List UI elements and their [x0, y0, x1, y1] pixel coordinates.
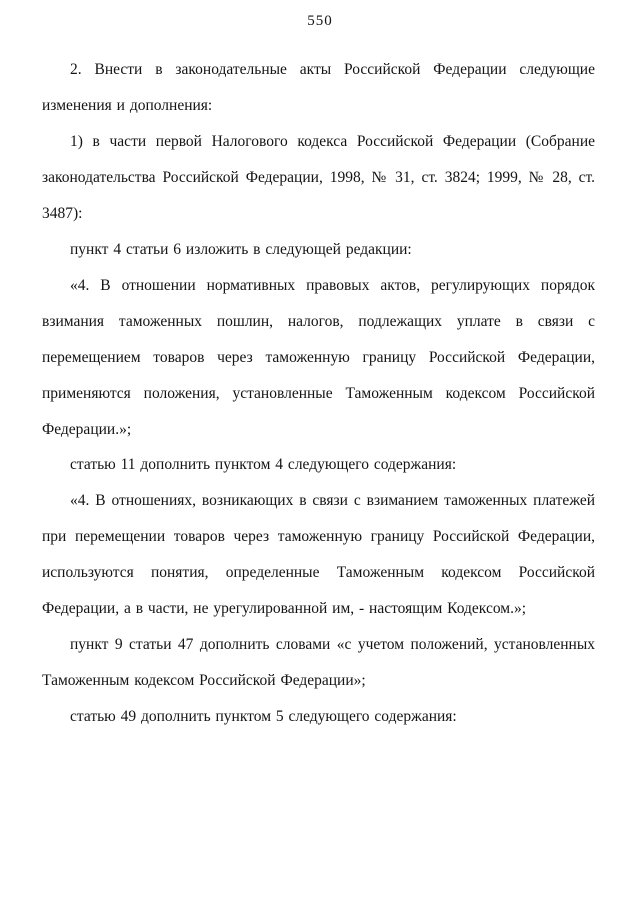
paragraph: пункт 4 статьи 6 изложить в следующей редакции: [70, 240, 412, 258]
paragraph: «4. В отношениях, возникающих в связи с взиманием таможенных платежей при перемещении товаров через таможенную границу Российской Федерации, используются понятия, определенные Таможенным кодексом Российской Федерации, а в части, не урегулированной им, - настоящим Кодексом.»; [42, 492, 595, 618]
paragraph: статью 11 дополнить пунктом 4 следующего содержания: [70, 456, 457, 474]
paragraph: «4. В отношении нормативных правовых актов, регулирующих порядок взимания таможенных пошлин, налогов, подлежащих уплате в связи с перемещением товаров через таможенную границу Российской Федерации, применяются положения, установленные Таможенным кодексом Российской Федерации.»; [42, 276, 595, 438]
document-body [0, 30, 640, 735]
paragraph: 2. Внести в законодательные акты Российской Федерации следующие изменения и дополнения: [42, 61, 595, 114]
paragraph: статью 49 дополнить пунктом 5 следующего содержания: [70, 708, 457, 726]
paragraph: пункт 9 статьи 47 дополнить словами «с учетом положений, установленных Таможенным кодексом Российской Федерации»; [42, 636, 595, 690]
page-number: 550 [307, 13, 333, 29]
paragraph: 1) в части первой Налогового кодекса Российской Федерации (Собрание законодательства Российской Федерации, 1998, № 31, ст. 3824; 1999, № 28, ст. 3487): [42, 132, 595, 222]
